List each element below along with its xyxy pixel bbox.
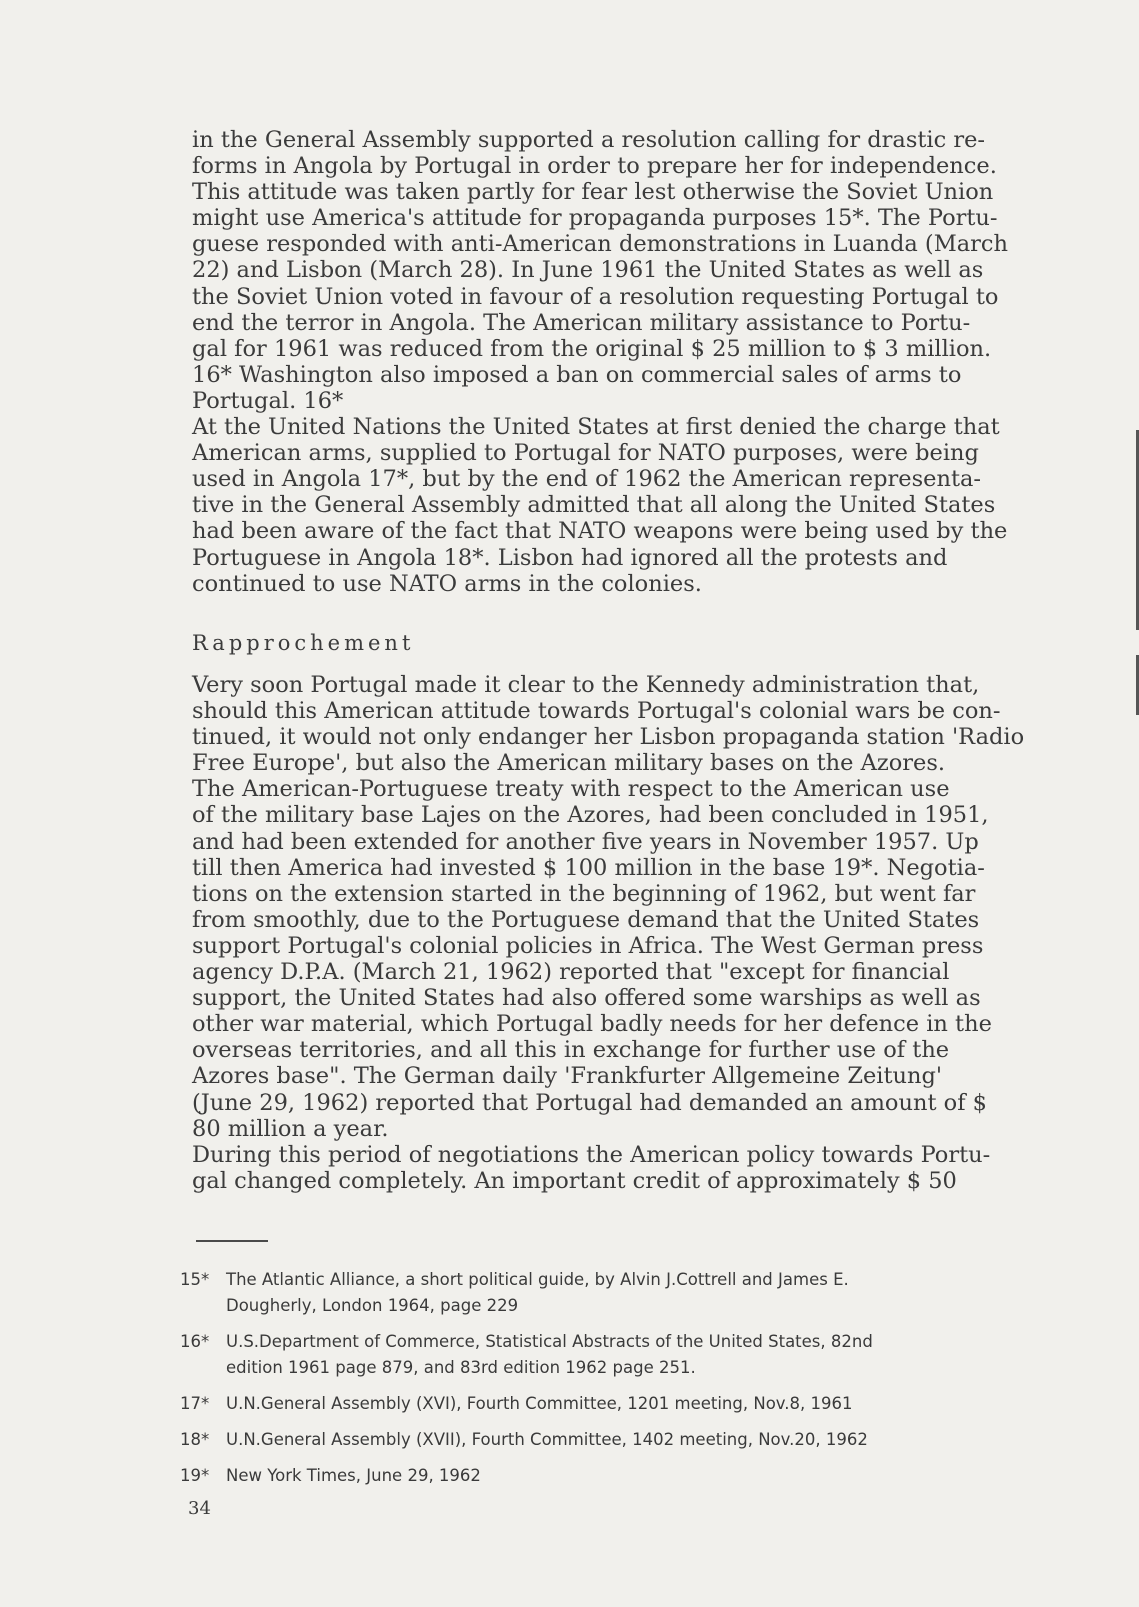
text-line: The American-Portuguese treaty with respect to the American use [192,776,950,803]
text-line: At the United Nations the United States at first denied the charge that [192,414,1000,441]
footnote [180,1427,1060,1453]
text-line: 22) and Lisbon (March 28). In June 1961 the United States as well as [192,257,984,284]
footnote-number: 17* [180,1394,210,1413]
footnote [180,1463,1060,1489]
text-line: American arms, supplied to Portugal for NATO purposes, were being [192,440,979,467]
paragraph [192,127,1092,414]
footnote-number: 18* [180,1430,210,1449]
text-line: 80 million a year. [192,1115,389,1142]
text-line: from smoothly, due to the Portuguese demand that the United States [192,906,980,933]
text-line: 16* Washington also imposed a ban on commercial sales of arms to [192,361,962,388]
footnote [180,1329,1060,1381]
text-line: gal changed completely. An important credit of approximately $ 50 [192,1167,957,1194]
text-line: support, the United States had also offered some warships as well as [192,985,981,1012]
text-line: gal for 1961 was reduced from the original $ 25 million to $ 3 million. [192,335,992,362]
footnote-text: The Atlantic Alliance, a short political guide, by Alvin J.Cottrell and James E. [226,1270,849,1289]
text-line: and had been extended for another five years in November 1957. Up [192,828,979,855]
text-line: forms in Angola by Portugal in order to prepare her for independence. [192,153,997,180]
text-line: (June 29, 1962) reported that Portugal had demanded an amount of $ [192,1089,987,1116]
text-line: should this American attitude towards Portugal's colonial wars be con- [192,698,1001,725]
page-number: 34 [188,1498,211,1519]
text-line: guese responded with anti-American demonstrations in Luanda (March [192,231,1008,258]
text-line: tive in the General Assembly admitted that all along the United States [192,492,996,519]
text-line: end the terror in Angola. The American military assistance to Portu- [192,309,971,336]
paragraph [192,672,1092,1142]
footnote [180,1267,1060,1319]
footnote-number: 19* [180,1466,210,1485]
text-line: continued to use NATO arms in the colonies. [192,570,702,597]
text-line: the Soviet Union voted in favour of a resolution requesting Portugal to [192,283,999,310]
body-text-top [192,127,1092,597]
text-line: of the military base Lajes on the Azores, had been concluded in 1951, [192,802,989,829]
body-text-bottom [192,672,1092,1194]
text-line: Very soon Portugal made it clear to the Kennedy administration that, [192,672,980,698]
section-heading: Rapprochement [192,631,415,655]
text-line: till then America had invested $ 100 million in the base 19*. Negotia- [192,854,985,881]
footnote-text: U.N.General Assembly (XVII), Fourth Committee, 1402 meeting, Nov.20, 1962 [226,1430,868,1449]
footnote-divider [196,1240,268,1242]
text-line: agency D.P.A. (March 21, 1962) reported that "except for financial [192,959,950,986]
text-line: used in Angola 17*, but by the end of 1962 the American representa- [192,466,982,493]
paragraph [192,1142,1092,1194]
footnote-text: U.S.Department of Commerce, Statistical Abstracts of the United States, 82nd [226,1332,873,1351]
text-line: had been aware of the fact that NATO weapons were being used by the [192,518,1008,545]
text-line: Portuguese in Angola 18*. Lisbon had ignored all the protests and [192,544,948,571]
text-line: other war material, which Portugal badly needs for her defence in the [192,1011,992,1038]
footnote-text: Dougherly, London 1964, page 229 [226,1296,519,1315]
footnotes [180,1267,1060,1499]
text-line: Free Europe', but also the American military bases on the Azores. [192,750,946,777]
text-line: overseas territories, and all this in exchange for further use of the [192,1037,950,1064]
footnote-number: 15* [180,1270,210,1289]
footnote-text: edition 1961 page 879, and 83rd edition 1962 page 251. [226,1358,696,1377]
paragraph [192,414,1092,597]
footnote-text: U.N.General Assembly (XVI), Fourth Committee, 1201 meeting, Nov.8, 1961 [226,1394,853,1413]
text-line: might use America's attitude for propaganda purposes 15*. The Portu- [192,205,998,232]
text-line: Portugal. 16* [192,387,344,414]
text-line: tinued, it would not only endanger her Lisbon propaganda station 'Radio [192,724,1025,751]
footnote [180,1391,1060,1417]
text-line: This attitude was taken partly for fear lest otherwise the Soviet Union [192,179,994,206]
footnote-number: 16* [180,1332,210,1351]
text-line: support Portugal's colonial policies in Africa. The West German press [192,932,984,959]
text-line: During this period of negotiations the American policy towards Portu- [192,1141,991,1168]
text-line: in the General Assembly supported a resolution calling for drastic re- [192,127,986,153]
footnote-text: New York Times, June 29, 1962 [226,1466,481,1485]
text-line: tions on the extension started in the beginning of 1962, but went far [192,880,976,907]
text-line: Azores base". The German daily 'Frankfurter Allgemeine Zeitung' [192,1063,943,1090]
